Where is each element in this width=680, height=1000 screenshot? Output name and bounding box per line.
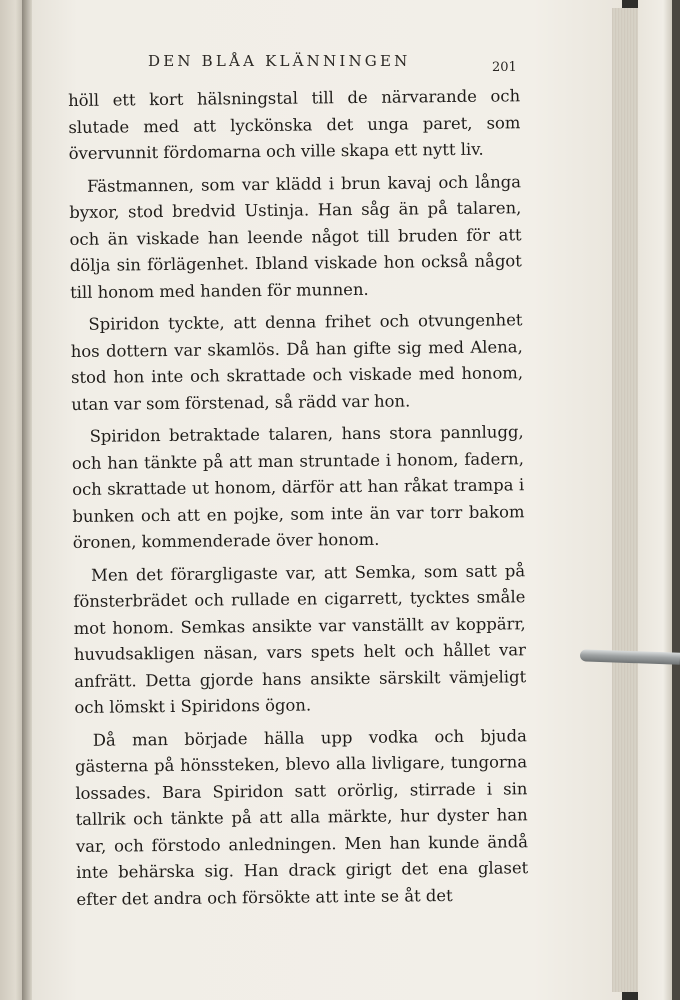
paragraph-3: Spiridon tyckte, att denna frihet och otvungenhet hos dottern var skamlös. Då han gifte sig med Alena, stod hon inte och skrattade och viskade med honom, utan var som förstenad, så rädd var hon. bbox=[70, 310, 524, 414]
background-edge bbox=[672, 0, 680, 1000]
paragraph-1: höll ett kort hälsningstal till de närvarande och slutade med att lyckönska det unga paret, som övervunnit fördomarna och ville skapa ett nytt liv. bbox=[68, 86, 521, 163]
body-text bbox=[68, 83, 529, 919]
page-number: 201 bbox=[492, 60, 517, 75]
paragraph-2: Fästmannen, som var klädd i brun kavaj och långa byxor, stod bredvid Ustinja. Han såg än på talaren, och än viskade han leende något till bruden för att dölja sin förlägenhet. Ibland viskade hon också något till honom med handen för munnen. bbox=[69, 171, 522, 302]
next-page-edge bbox=[638, 0, 674, 1000]
paragraph-5: Men det förargligaste var, att Semka, som satt på fönsterbrädet och rullade en cigarrett, tycktes småle mot honom. Semkas ansikte var vanställt av koppärr, huvudsakligen näsan, vars spets helt och hållet var anfrätt. Detta gjorde hans ansikte särskilt vämjeligt och lömskt i Spiridons ögon. bbox=[73, 560, 527, 717]
book-gutter bbox=[22, 0, 32, 1000]
paragraph-4: Spiridon betraktade talaren, hans stora pannlugg, och han tänkte på att man struntade i honom, fadern, och skrattade ut honom, därför att han råkat trampa i bunken och att en pojke, som inte än var torr bakom öronen, kommenderade över honom. bbox=[71, 422, 525, 552]
paragraph-6: Då man började hälla upp vodka och bjuda gästerna på hönssteken, blevo alla livligare, tungorna lossades. Bara Spiridon satt orörlig, stirrade i sin tallrik och tänkte på att alla märkte, hur dyster han var, och förstodo anledningen. Men han kunde ändå inte behärska sig. Han drack girigt det ena glaset efter det andra och försökte att inte se åt det bbox=[75, 725, 529, 909]
running-head: DEN BLÅA KLÄNNINGEN bbox=[148, 52, 411, 70]
